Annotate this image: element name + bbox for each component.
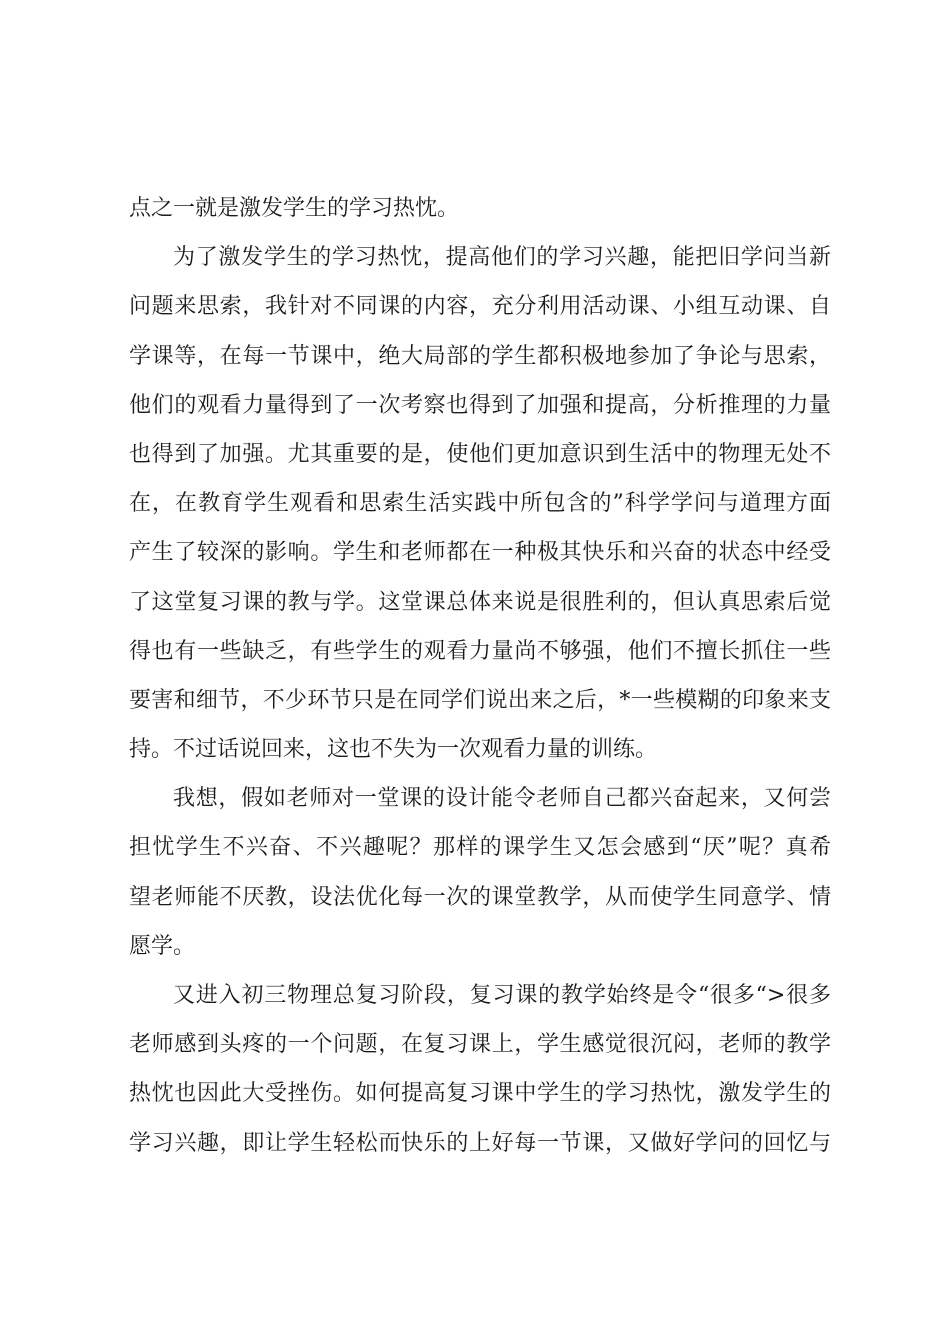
text-line: 热忱也因此大受挫伤。如何提高复习课中学生的学习热忱，激发学生的 [129,1081,831,1107]
text-line: 学习兴趣，即让学生轻松而快乐的上好每一节课，又做好学问的回忆与 [129,1130,831,1156]
text-line: 愿学。 [129,933,196,959]
text-line: 他们的观看力量得到了一次考察也得到了加强和提高，分析推理的力量 [129,392,831,418]
body-text [129,184,831,1168]
text-line: 在，在教育学生观看和思索生活实践中所包含的”科学学问与道理方面 [129,491,831,517]
text-line: 了这堂复习课的教与学。这堂课总体来说是很胜利的，但认真思索后觉 [129,589,831,615]
text-line: 持。不过话说回来，这也不失为一次观看力量的训练。 [129,737,658,763]
text-line: 老师感到头疼的一个问题，在复习课上，学生感觉很沉闷，老师的教学 [129,1032,831,1058]
text-line: 点之一就是激发学生的学习热忱。 [129,196,460,221]
text-line: 为了激发学生的学习热忱，提高他们的学习兴趣，能把旧学问当新 [173,245,831,271]
text-line: 我想，假如老师对一堂课的设计能令老师自己都兴奋起来，又何尝 [173,786,831,812]
text-line: 问题来思索，我针对不同课的内容，充分利用活动课、小组互动课、自 [129,294,831,320]
text-line: 要害和细节，不少环节只是在同学们说出来之后，*一些模糊的印象来支 [129,687,831,713]
text-line: 也得到了加强。尤其重要的是，使他们更加意识到生活中的物理无处不 [129,441,831,467]
text-line: 学课等，在每一节课中，绝大局部的学生都积极地参加了争论与思索， [129,343,831,369]
text-line: 望老师能不厌教，设法优化每一次的课堂教学，从而使学生同意学、情 [129,884,831,910]
text-line: 产生了较深的影响。学生和老师都在一种极其快乐和兴奋的状态中经受 [129,540,831,566]
text-line: 担忧学生不兴奋、不兴趣呢？那样的课学生又怎会感到“厌”呢？真希 [129,835,831,861]
text-line: 又进入初三物理总复习阶段，复习课的教学始终是令“很多“>很多 [173,983,831,1008]
text-line: 得也有一些缺乏，有些学生的观看力量尚不够强，他们不擅长抓住一些 [129,638,831,664]
